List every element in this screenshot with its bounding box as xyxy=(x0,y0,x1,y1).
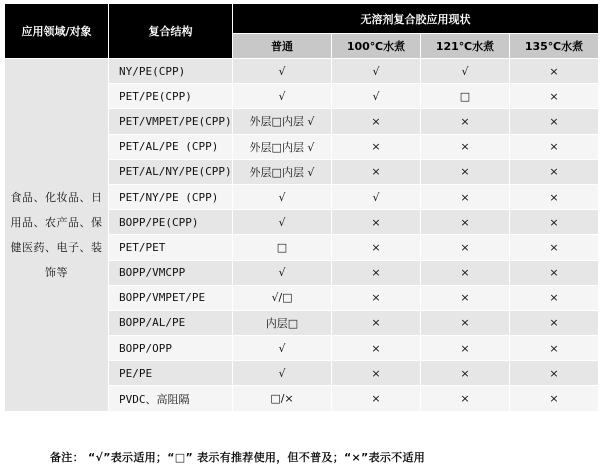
structure-cell: PET/AL/PE (CPP) xyxy=(109,134,233,159)
boil-100-cell: √ xyxy=(332,84,421,109)
application-domain-cell: 食品、化妆品、日用品、农产品、保健医药、电子、装饰等 xyxy=(5,59,109,412)
structure-cell: PET/NY/PE (CPP) xyxy=(109,184,233,209)
boil-121-cell: × xyxy=(421,260,510,285)
structure-cell: PET/AL/NY/PE(CPP) xyxy=(109,159,233,184)
boil-135-cell: × xyxy=(510,84,599,109)
boil-135-cell: × xyxy=(510,235,599,260)
table-row xyxy=(5,59,599,84)
legend-note: 备注： “√”表示适用；“□” 表示有推荐使用，但不普及；“×”表示不适用 xyxy=(50,451,426,464)
col-100-header: 100℃水煮 xyxy=(332,34,421,59)
boil-135-cell: × xyxy=(510,210,599,235)
boil-135-cell: × xyxy=(510,386,599,411)
boil-100-cell: √ xyxy=(332,184,421,209)
normal-cell: 外层□内层 √ xyxy=(233,159,332,184)
adhesive-application-table xyxy=(4,3,599,412)
boil-100-cell: × xyxy=(332,235,421,260)
boil-100-cell: × xyxy=(332,336,421,361)
boil-121-cell: √ xyxy=(421,59,510,84)
boil-121-cell: □ xyxy=(421,84,510,109)
boil-100-cell: × xyxy=(332,134,421,159)
boil-100-cell: √ xyxy=(332,59,421,84)
boil-100-cell: × xyxy=(332,310,421,335)
boil-135-cell: × xyxy=(510,134,599,159)
boil-121-cell: × xyxy=(421,159,510,184)
boil-100-cell: × xyxy=(332,159,421,184)
boil-135-cell: × xyxy=(510,285,599,310)
boil-100-cell: × xyxy=(332,386,421,411)
structure-cell: BOPP/VMCPP xyxy=(109,260,233,285)
structure-cell: PET/PE(CPP) xyxy=(109,84,233,109)
boil-121-cell: × xyxy=(421,235,510,260)
boil-100-cell: × xyxy=(332,285,421,310)
boil-121-cell: × xyxy=(421,310,510,335)
boil-135-cell: × xyxy=(510,260,599,285)
structure-cell: PET/PET xyxy=(109,235,233,260)
structure-cell: PE/PE xyxy=(109,361,233,386)
normal-cell: √ xyxy=(233,361,332,386)
normal-cell: √ xyxy=(233,336,332,361)
boil-121-cell: × xyxy=(421,109,510,134)
col-135-header: 135℃水煮 xyxy=(510,34,599,59)
col-normal-header: 普通 xyxy=(233,34,332,59)
boil-135-cell: × xyxy=(510,336,599,361)
structure-cell: NY/PE(CPP) xyxy=(109,59,233,84)
domain-header: 应用领域/对象 xyxy=(5,4,109,59)
normal-cell: √ xyxy=(233,59,332,84)
structure-cell: BOPP/OPP xyxy=(109,336,233,361)
boil-121-cell: × xyxy=(421,134,510,159)
boil-135-cell: × xyxy=(510,361,599,386)
boil-121-cell: × xyxy=(421,184,510,209)
structure-cell: BOPP/PE(CPP) xyxy=(109,210,233,235)
boil-135-cell: × xyxy=(510,59,599,84)
boil-121-cell: × xyxy=(421,210,510,235)
normal-cell: √ xyxy=(233,84,332,109)
normal-cell: 外层□内层 √ xyxy=(233,134,332,159)
structure-cell: PVDC、高阻隔 xyxy=(109,386,233,411)
boil-121-cell: × xyxy=(421,386,510,411)
col-121-header: 121℃水煮 xyxy=(421,34,510,59)
boil-135-cell: × xyxy=(510,109,599,134)
boil-135-cell: × xyxy=(510,159,599,184)
structure-cell: BOPP/AL/PE xyxy=(109,310,233,335)
boil-100-cell: × xyxy=(332,361,421,386)
normal-cell: √ xyxy=(233,260,332,285)
structure-header: 复合结构 xyxy=(109,4,233,59)
boil-135-cell: × xyxy=(510,310,599,335)
normal-cell: □ xyxy=(233,235,332,260)
boil-135-cell: × xyxy=(510,184,599,209)
boil-121-cell: × xyxy=(421,285,510,310)
boil-121-cell: × xyxy=(421,361,510,386)
boil-100-cell: × xyxy=(332,210,421,235)
normal-cell: √/□ xyxy=(233,285,332,310)
boil-121-cell: × xyxy=(421,336,510,361)
structure-cell: BOPP/VMPET/PE xyxy=(109,285,233,310)
normal-cell: □/× xyxy=(233,386,332,411)
normal-cell: √ xyxy=(233,210,332,235)
normal-cell: 外层□内层 √ xyxy=(233,109,332,134)
structure-cell: PET/VMPET/PE(CPP) xyxy=(109,109,233,134)
boil-100-cell: × xyxy=(332,260,421,285)
normal-cell: √ xyxy=(233,184,332,209)
boil-100-cell: × xyxy=(332,109,421,134)
status-header: 无溶剂复合胶应用现状 xyxy=(233,4,599,34)
normal-cell: 内层□ xyxy=(233,310,332,335)
